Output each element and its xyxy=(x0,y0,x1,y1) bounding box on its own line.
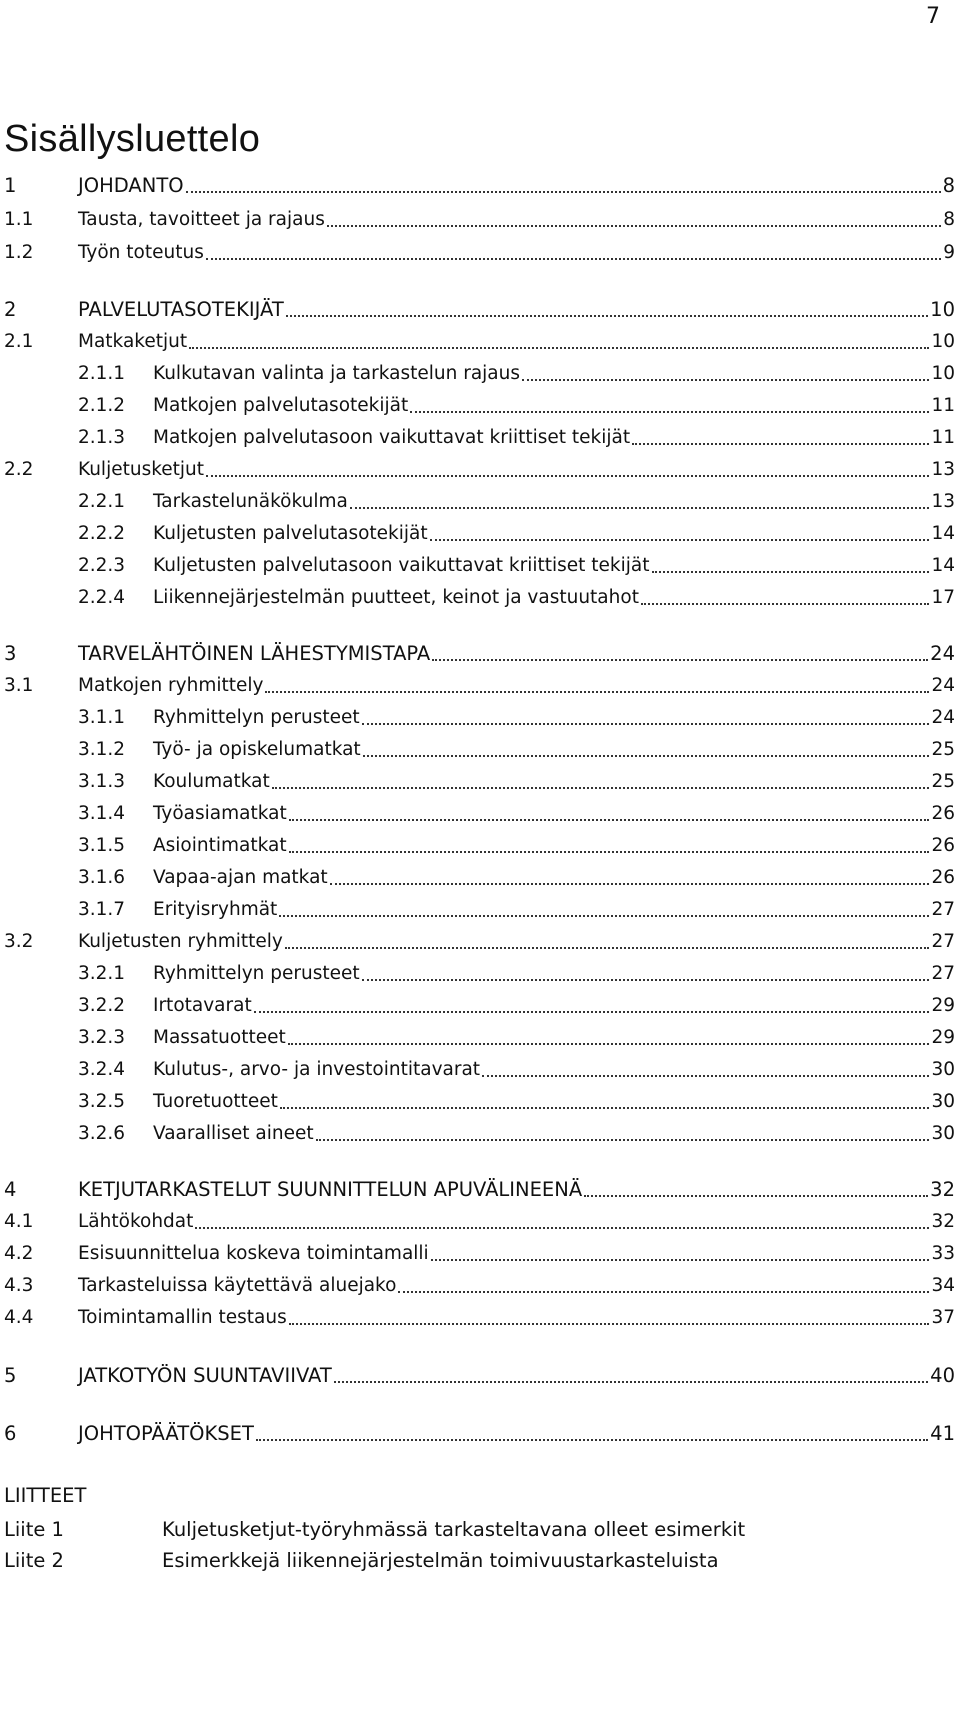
toc-title: Esisuunnittelua koskeva toimintamalli xyxy=(78,1243,429,1264)
toc-number: 3.2.6 xyxy=(78,1123,126,1144)
toc-entry[interactable] xyxy=(0,1206,955,1238)
dot-leader xyxy=(584,1194,928,1197)
toc-entry[interactable] xyxy=(0,1086,955,1118)
page-title: Sisällysluettelo xyxy=(4,118,261,160)
toc-page-number: 26 xyxy=(931,835,955,856)
toc-title: Massatuotteet xyxy=(153,1027,286,1048)
toc-number: 4.2 xyxy=(4,1243,34,1264)
toc-page-number: 14 xyxy=(931,555,955,576)
toc-title: Lähtökohdat xyxy=(78,1211,194,1232)
toc-page-number: 27 xyxy=(931,899,955,920)
toc-number: 2 xyxy=(4,298,17,321)
appendix-label: Liite 2 xyxy=(4,1549,64,1572)
toc-page-number: 30 xyxy=(931,1123,955,1144)
toc-page-number: 24 xyxy=(930,642,955,665)
dot-leader xyxy=(272,786,930,789)
toc-number: 2.2.1 xyxy=(78,491,126,512)
toc-entry[interactable] xyxy=(0,702,955,734)
toc-page-number: 32 xyxy=(931,1211,955,1232)
dot-leader xyxy=(280,1106,930,1109)
toc-title: Työ- ja opiskelumatkat xyxy=(153,739,361,760)
dot-leader xyxy=(410,410,929,413)
toc-number: 1.2 xyxy=(4,242,34,263)
toc-entry[interactable] xyxy=(0,1360,955,1392)
dot-leader xyxy=(432,658,928,661)
toc-page-number: 34 xyxy=(931,1275,955,1296)
toc-entry[interactable] xyxy=(0,518,955,550)
toc-number: 3.1.3 xyxy=(78,771,126,792)
appendix-description: Kuljetusketjut-työryhmässä tarkasteltavana olleet esimerkit xyxy=(162,1518,746,1541)
toc-page-number: 10 xyxy=(931,331,955,352)
dot-leader xyxy=(652,570,930,573)
toc-page-number: 13 xyxy=(931,459,955,480)
toc-title: Tuoretuotteet xyxy=(153,1091,278,1112)
toc-number: 3.1 xyxy=(4,675,34,696)
toc-title: Vaaralliset aineet xyxy=(153,1123,314,1144)
dot-leader xyxy=(288,1042,930,1045)
toc-entry[interactable] xyxy=(0,550,955,582)
toc-number: 4.4 xyxy=(4,1307,34,1328)
toc-page-number: 29 xyxy=(931,995,955,1016)
toc-number: 2.1.3 xyxy=(78,427,126,448)
toc-entry[interactable] xyxy=(0,486,955,518)
toc-entry[interactable] xyxy=(0,1270,955,1302)
toc-entry[interactable] xyxy=(0,958,955,990)
toc-entry[interactable] xyxy=(0,454,955,486)
toc-number: 2.1.1 xyxy=(78,363,126,384)
toc-page-number: 32 xyxy=(930,1178,955,1201)
dot-leader xyxy=(522,378,929,381)
toc-number: 3.2.5 xyxy=(78,1091,126,1112)
toc-entry[interactable] xyxy=(0,358,955,390)
toc-number: 4.1 xyxy=(4,1211,34,1232)
toc-page-number: 26 xyxy=(931,867,955,888)
dot-leader xyxy=(189,346,929,349)
appendix-label: Liite 1 xyxy=(4,1518,64,1541)
toc-entry[interactable] xyxy=(0,582,955,614)
toc-number: 3.1.1 xyxy=(78,707,126,728)
dot-leader xyxy=(363,754,930,757)
toc-page-number: 10 xyxy=(931,363,955,384)
dot-leader xyxy=(316,1138,930,1141)
toc-number: 3.1.6 xyxy=(78,867,126,888)
toc-entry[interactable] xyxy=(0,1118,955,1150)
toc-title: Irtotavarat xyxy=(153,995,252,1016)
dot-leader xyxy=(641,602,930,605)
toc-number: 3 xyxy=(4,642,17,665)
toc-entry[interactable] xyxy=(0,734,955,766)
toc-entry[interactable] xyxy=(0,204,955,236)
toc-title: Kuljetusketjut xyxy=(78,459,205,480)
toc-number: 2.1 xyxy=(4,331,34,352)
dot-leader xyxy=(285,946,930,949)
appendix-heading: LIITTEET xyxy=(4,1484,87,1507)
toc-title: Erityisryhmät xyxy=(153,899,278,920)
toc-title: Ryhmittelyn perusteet xyxy=(153,963,360,984)
toc-title: Kuljetusten palvelutasoon vaikuttavat kriittiset tekijät xyxy=(153,555,650,576)
dot-leader xyxy=(254,1010,930,1013)
toc-entry[interactable] xyxy=(0,170,955,202)
toc-page-number: 24 xyxy=(931,707,955,728)
toc-entry[interactable] xyxy=(0,798,955,830)
toc-title: Matkaketjut xyxy=(78,331,188,352)
toc-title: JOHDANTO xyxy=(78,174,184,197)
toc-entry[interactable] xyxy=(0,237,955,269)
dot-leader xyxy=(334,1380,928,1383)
toc-number: 3.2.4 xyxy=(78,1059,126,1080)
toc-title: Asiointimatkat xyxy=(153,835,287,856)
toc-title: Tarkasteluissa käytettävä aluejako xyxy=(78,1275,397,1296)
dot-leader xyxy=(330,882,930,885)
dot-leader xyxy=(279,914,929,917)
toc-number: 4 xyxy=(4,1178,17,1201)
dot-leader xyxy=(362,722,930,725)
toc-number: 2.2.2 xyxy=(78,523,126,544)
toc-number: 3.1.2 xyxy=(78,739,126,760)
dot-leader xyxy=(265,690,929,693)
toc-title: Kulutus-, arvo- ja investointitavarat xyxy=(153,1059,481,1080)
toc-title: Kuljetusten ryhmittely xyxy=(78,931,283,952)
toc-title: Matkojen palvelutasotekijät xyxy=(153,395,409,416)
toc-title: Liikennejärjestelmän puutteet, keinot ja vastuutahot xyxy=(153,587,639,608)
toc-number: 2.2 xyxy=(4,459,34,480)
toc-number: 4.3 xyxy=(4,1275,34,1296)
toc-title: Työn toteutus xyxy=(78,242,204,263)
toc-page-number: 17 xyxy=(931,587,955,608)
dot-leader xyxy=(431,1258,930,1261)
toc-entry[interactable] xyxy=(0,990,955,1022)
toc-entry[interactable] xyxy=(0,1054,955,1086)
toc-number: 5 xyxy=(4,1364,17,1387)
toc-entry[interactable] xyxy=(0,894,955,926)
toc-entry[interactable] xyxy=(0,1238,955,1270)
dot-leader xyxy=(430,538,930,541)
toc-page-number: 11 xyxy=(931,395,955,416)
toc-number: 3.1.4 xyxy=(78,803,126,824)
toc-page-number: 26 xyxy=(931,803,955,824)
toc-number: 3.2 xyxy=(4,931,34,952)
dot-leader xyxy=(286,314,928,317)
toc-entry[interactable] xyxy=(0,1418,955,1450)
toc-title: KETJUTARKASTELUT SUUNNITTELUN APUVÄLINEENÄ xyxy=(78,1178,583,1201)
toc-number: 3.2.3 xyxy=(78,1027,126,1048)
page-number: 7 xyxy=(926,4,940,29)
toc-page-number: 11 xyxy=(931,427,955,448)
dot-leader xyxy=(327,224,941,227)
toc-page-number: 8 xyxy=(942,174,955,197)
toc-title: Työasiamatkat xyxy=(153,803,287,824)
toc-title: Toimintamallin testaus xyxy=(78,1307,287,1328)
toc-title: Koulumatkat xyxy=(153,771,270,792)
toc-title: Kuljetusten palvelutasotekijät xyxy=(153,523,428,544)
toc-title: Matkojen palvelutasoon vaikuttavat kriittiset tekijät xyxy=(153,427,631,448)
toc-entry[interactable] xyxy=(0,830,955,862)
toc-number: 3.2.2 xyxy=(78,995,126,1016)
toc-page-number: 40 xyxy=(930,1364,955,1387)
toc-page-number: 14 xyxy=(931,523,955,544)
toc-page-number: 27 xyxy=(931,931,955,952)
toc-entry[interactable] xyxy=(0,862,955,894)
toc-page-number: 37 xyxy=(931,1307,955,1328)
toc-title: TARVELÄHTÖINEN LÄHESTYMISTAPA xyxy=(78,642,431,665)
toc-title: Tausta, tavoitteet ja rajaus xyxy=(78,209,325,230)
dot-leader xyxy=(632,442,929,445)
toc-page-number: 41 xyxy=(930,1422,955,1445)
toc-page-number: 25 xyxy=(931,739,955,760)
dot-leader xyxy=(350,506,930,509)
toc-number: 2.2.4 xyxy=(78,587,126,608)
dot-leader xyxy=(398,1290,929,1293)
toc-number: 1 xyxy=(4,174,17,197)
toc-title: Ryhmittelyn perusteet xyxy=(153,707,360,728)
toc-entry[interactable] xyxy=(0,670,955,702)
dot-leader xyxy=(289,1322,930,1325)
toc-entry[interactable] xyxy=(0,766,955,798)
dot-leader xyxy=(195,1226,929,1229)
toc-entry[interactable] xyxy=(0,422,955,454)
toc-page-number: 8 xyxy=(943,209,955,230)
toc-entry[interactable] xyxy=(0,1174,955,1206)
toc-title: Kulkutavan valinta ja tarkastelun rajaus xyxy=(153,363,520,384)
toc-number: 2.1.2 xyxy=(78,395,126,416)
dot-leader xyxy=(206,474,929,477)
toc-number: 3.2.1 xyxy=(78,963,126,984)
toc-number: 3.1.7 xyxy=(78,899,126,920)
dot-leader xyxy=(256,1438,928,1441)
toc-title: JOHTOPÄÄTÖKSET xyxy=(78,1422,254,1445)
toc-title: Vapaa-ajan matkat xyxy=(153,867,328,888)
toc-title: Matkojen ryhmittely xyxy=(78,675,264,696)
toc-title: Tarkastelunäkökulma xyxy=(153,491,348,512)
dot-leader xyxy=(482,1074,929,1077)
toc-page-number: 29 xyxy=(931,1027,955,1048)
toc-number: 2.2.3 xyxy=(78,555,126,576)
toc-title: PALVELUTASOTEKIJÄT xyxy=(78,298,284,321)
toc-page-number: 9 xyxy=(943,242,955,263)
toc-number: 1.1 xyxy=(4,209,34,230)
appendix-description: Esimerkkejä liikennejärjestelmän toimivuustarkasteluista xyxy=(162,1549,719,1572)
toc-number: 3.1.5 xyxy=(78,835,126,856)
toc-page-number: 27 xyxy=(931,963,955,984)
toc-page-number: 30 xyxy=(931,1059,955,1080)
toc-entry[interactable] xyxy=(0,294,955,326)
dot-leader xyxy=(206,257,941,260)
toc-page-number: 10 xyxy=(930,298,955,321)
toc-page-number: 25 xyxy=(931,771,955,792)
toc-page-number: 33 xyxy=(931,1243,955,1264)
dot-leader xyxy=(289,850,930,853)
toc-entry[interactable] xyxy=(0,1022,955,1054)
dot-leader xyxy=(186,190,941,193)
toc-entry[interactable] xyxy=(0,926,955,958)
toc-page-number: 24 xyxy=(931,675,955,696)
toc-number: 6 xyxy=(4,1422,17,1445)
toc-title: JATKOTYÖN SUUNTAVIIVAT xyxy=(78,1364,332,1387)
toc-page-number: 30 xyxy=(931,1091,955,1112)
dot-leader xyxy=(362,978,930,981)
toc-entry[interactable] xyxy=(0,638,955,670)
toc-entry[interactable] xyxy=(0,326,955,358)
toc-entry[interactable] xyxy=(0,390,955,422)
dot-leader xyxy=(289,818,930,821)
toc-entry[interactable] xyxy=(0,1302,955,1334)
toc-page-number: 13 xyxy=(931,491,955,512)
